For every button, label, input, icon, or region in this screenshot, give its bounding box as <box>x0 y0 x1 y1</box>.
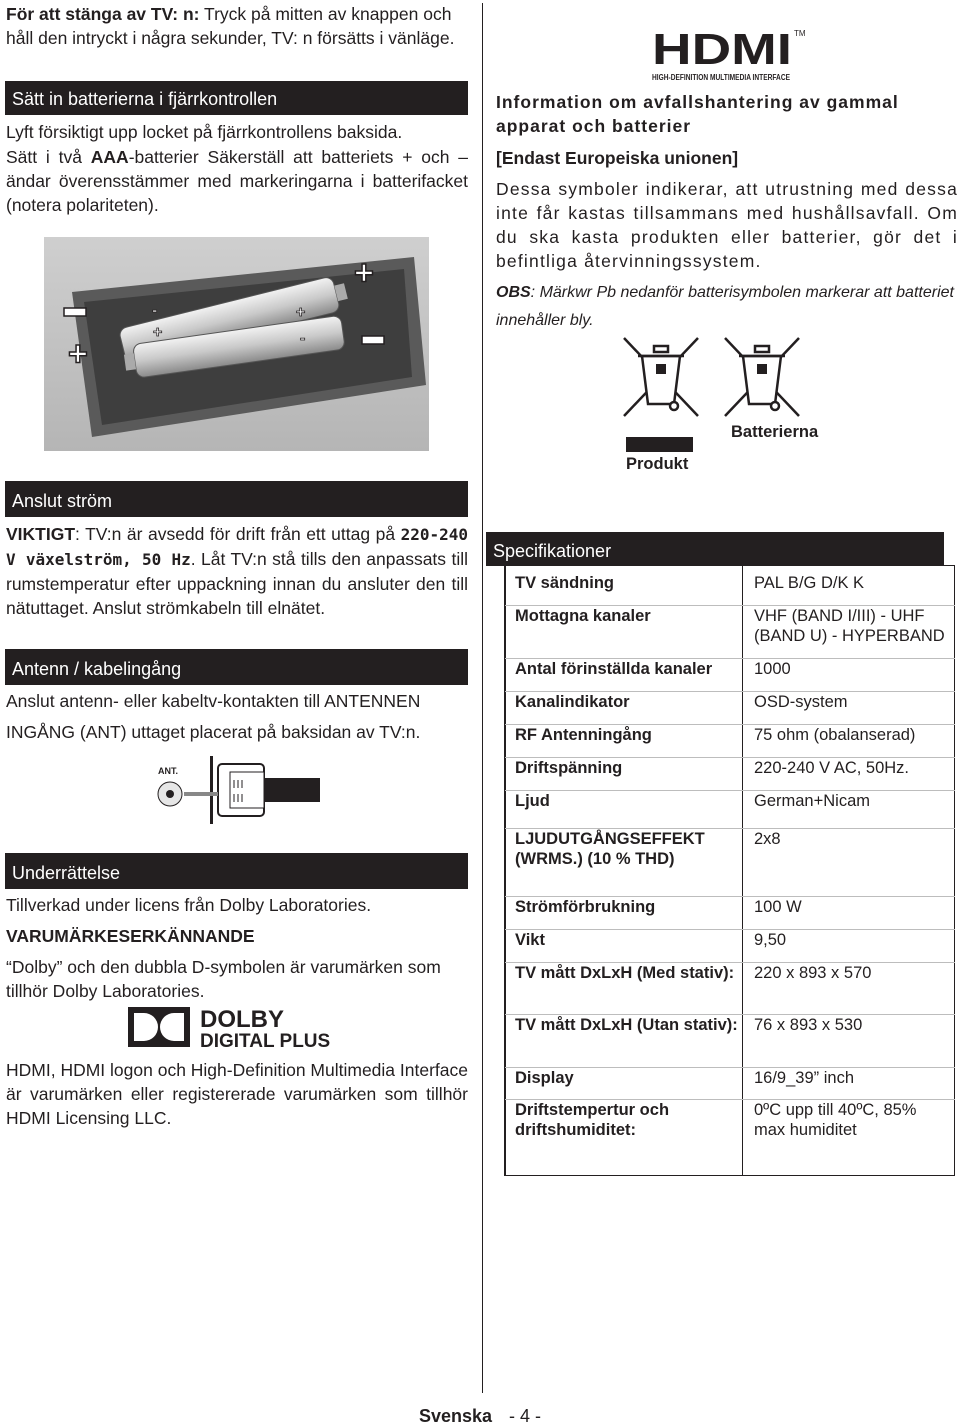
tv-off-text: Tryck på mitten av knappen och håll den intryckt i några sekunder, TV: n försätts i vänläge. <box>6 4 455 48</box>
spec-row <box>505 605 955 659</box>
svg-text:-: - <box>152 302 158 319</box>
spec-row <box>505 724 955 758</box>
spec-value: 220-240 V AC, 50Hz. <box>754 759 910 777</box>
battery-label: Batterierna <box>731 423 819 441</box>
battery-compartment-image <box>44 237 429 451</box>
waste-region: [Endast Europeiska unionen] <box>496 148 739 168</box>
dolby-licensed-text: Tillverkad under licens från Dolby Laboratories. <box>6 895 372 915</box>
spec-key: Driftstempertur och driftshumiditet: <box>515 1101 670 1139</box>
spec-value: German+Nicam <box>754 792 870 810</box>
ant-label: ANT. <box>158 766 178 776</box>
power-paragraph: VIKTIGT: TV:n är avsedd för drift från ett uttag på 220-240 V växelström, 50 Hz. Låt TV:n stå tills den anpassats till rumstemperatur efter uppackning innan du ansluter den till nätuttaget. Anslut strömkabeln till elnätet. <box>6 524 468 618</box>
obs-label: OBS <box>496 284 531 301</box>
spec-key: LJUDUTGÅNGSEFFEKT (WRMS.) (10 % THD) <box>515 830 705 868</box>
footer-page-number: - 4 - <box>509 1406 542 1426</box>
svg-text:+: + <box>296 304 306 321</box>
hdmi-logo-word: HDMI <box>652 25 792 74</box>
tv-off-paragraph <box>6 2 468 50</box>
notice-header: Underrättelse <box>5 853 468 889</box>
hdmi-logo <box>652 26 804 82</box>
spec-row <box>505 658 955 692</box>
spec-value: 76 x 893 x 530 <box>754 1016 863 1034</box>
hdmi-logo-subtitle: HIGH-DEFINITION MULTIMEDIA INTERFACE <box>652 73 791 82</box>
waste-text: Dessa symboler indikerar, att utrustning med dessa inte får kastas tillsammans med hushållsavfall. Om du ska kasta produkten eller batterier, gör det i befintliga återvinningssystem. <box>496 179 958 271</box>
spec-key: Strömförbrukning <box>515 898 656 916</box>
spec-key: Antal förinställda kanaler <box>515 660 713 678</box>
spec-key: RF Antenningång <box>515 726 652 744</box>
spec-key: Driftspänning <box>515 759 623 777</box>
hdmi-trademark-text: HDMI, HDMI logon och High-Definition Multimedia Interface är varumärken eller registererade varumärken som tillhör HDMI Licensing LLC. <box>6 1060 468 1128</box>
spec-row <box>505 790 955 829</box>
spec-value: 0ºC upp till 40ºC, 85% max humiditet <box>754 1101 917 1139</box>
spec-row <box>505 572 955 606</box>
crossed-bin-product-icon <box>620 334 702 420</box>
spec-row <box>505 691 955 725</box>
product-bar <box>626 437 693 452</box>
spec-row <box>505 1099 955 1143</box>
spec-row <box>505 896 955 930</box>
spec-key: Mottagna kanaler <box>515 607 651 625</box>
spec-value: 220 x 893 x 570 <box>754 964 872 982</box>
antenna-line2: INGÅNG (ANT) uttaget placerat på baksidan av TV:n. <box>6 722 421 742</box>
spec-row <box>505 1067 955 1100</box>
footer-language: Svenska <box>418 1406 493 1426</box>
important-label: VIKTIGT <box>6 524 76 544</box>
spec-value: 75 ohm (obalanserad) <box>754 726 916 744</box>
obs-note: OBS: Märkwr Pb nedanför batterisymbolen markerar att batteriet innehåller bly. <box>496 284 954 329</box>
spec-value: OSD-system <box>754 693 848 711</box>
spec-key: TV sändning <box>515 574 614 592</box>
antenna-line1: Anslut antenn- eller kabeltv-kontakten till ANTENNEN <box>6 691 421 711</box>
spec-key: Kanalindikator <box>515 693 630 711</box>
dolby-logo-word: DOLBY <box>200 1006 284 1033</box>
spec-value: VHF (BAND I/III) - UHF (BAND U) - HYPERBAND <box>754 607 945 645</box>
specs-header: Specifikationer <box>486 532 944 566</box>
spec-value: 2x8 <box>754 830 781 848</box>
hdmi-logo-tm: TM <box>794 29 806 38</box>
batteries-header: Sätt in batterierna i fjärrkontrollen <box>5 81 468 115</box>
dolby-logo-subword: DIGITAL PLUS <box>200 1031 331 1052</box>
spec-value: 16/9_39” inch <box>754 1069 854 1087</box>
antenna-header: Antenn / kabelingång <box>5 649 468 685</box>
column-divider <box>482 3 483 1393</box>
product-label: Produkt <box>626 455 689 473</box>
spec-key: Ljud <box>515 792 550 810</box>
svg-text:-: - <box>300 330 306 347</box>
trademark-title: VARUMÄRKESERKÄNNANDE <box>6 926 255 946</box>
svg-text:+: + <box>68 335 88 373</box>
dolby-trademark-text: “Dolby” och den dubbla D-symbolen är varumärken som tillhör Dolby Laboratories. <box>6 957 441 1001</box>
tv-off-lead: För att stänga av TV: n: <box>6 4 200 24</box>
battery-type: AAA <box>90 147 129 167</box>
svg-text:+: + <box>354 254 374 292</box>
antenna-connector-illustration <box>150 754 325 826</box>
spec-value: 1000 <box>754 660 791 678</box>
spec-row <box>505 962 955 1015</box>
page-footer <box>0 1404 960 1428</box>
spec-value: PAL B/G D/K K <box>754 574 865 592</box>
spec-key: TV mått DxLxH (Med stativ): <box>515 964 735 982</box>
spec-key: Vikt <box>515 931 545 949</box>
spec-value: 100 W <box>754 898 802 916</box>
waste-title: Information om avfallshantering av gammal apparat och batterier <box>496 92 899 136</box>
dolby-digital-plus-logo <box>128 1005 346 1052</box>
svg-text:+: + <box>153 324 163 341</box>
spec-row <box>505 757 955 791</box>
spec-row <box>505 828 955 897</box>
spec-value: 9,50 <box>754 931 787 949</box>
voltage-spec: 220-240 V växelström, 50 Hz <box>6 525 468 569</box>
batteries-instructions: Sätt i två AAA-batterier Säkerställ att batteriets + och – ändar överensstämmer med markeringarna i batterifacket (notera polariteten). <box>6 147 468 215</box>
power-header: Anslut ström <box>5 481 468 517</box>
spec-key: TV mått DxLxH (Utan stativ): <box>515 1016 738 1034</box>
spec-row <box>505 1014 955 1068</box>
spec-row <box>505 929 955 963</box>
crossed-bin-battery-icon <box>721 334 803 420</box>
spec-key: Display <box>515 1069 574 1087</box>
batteries-line1: Lyft försiktigt upp locket på fjärrkontrollens baksida. <box>6 122 403 142</box>
